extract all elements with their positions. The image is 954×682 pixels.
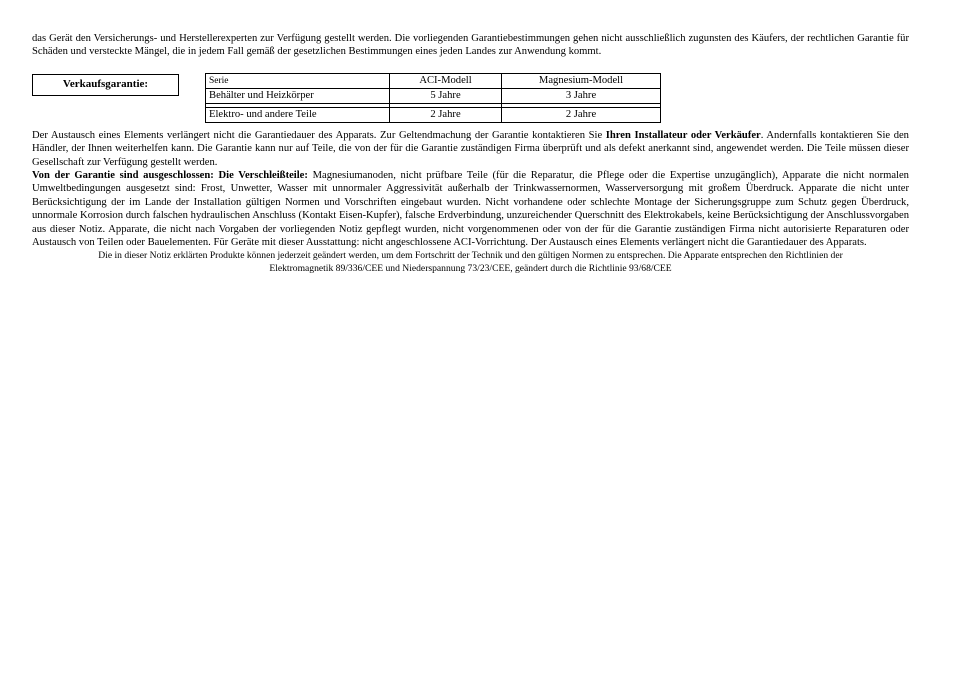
document-page (32, 32, 909, 275)
table-cell: 2 Jahre (502, 107, 661, 122)
table-cell: 2 Jahre (390, 107, 502, 122)
guarantee-table (205, 73, 661, 123)
table-cell: 3 Jahre (502, 88, 661, 103)
notice-line-2: Elektromagnetik 89/336/CEE und Niederspannung 73/23/CEE, geändert durch die Richtlinie 93/68/CEE (269, 262, 672, 274)
replacement-text-after: . Andernfalls kontaktieren Sie den Händler, der Ihnen weiterhelfen kann. Die Garantie kann nur auf Teile, die von der für die Garantie zuständigen Firma überprüft und als defekt anerkannt sind, angewendet werden. Die Teile müssen dieser Gesellschaft zur Verfügung gestellt werden. (32, 129, 909, 168)
guarantee-section (32, 73, 909, 125)
regulatory-notice (32, 250, 909, 275)
notice-line-1: Die in dieser Notiz erklärten Produkte können jederzeit geändert werden, um dem Fortschritt der Technik und den gültigen Normen zu entsprechen. Die Apparate entsprechen den Richtlinien der (98, 250, 843, 262)
table-row (206, 107, 661, 122)
exclusions-heading: Von der Garantie sind ausgeschlossen: Die Verschleißteile: (32, 170, 308, 182)
header-magnesium-model: Magnesium-Modell (502, 73, 661, 88)
exclusions-paragraph (32, 169, 909, 249)
replacement-paragraph (32, 129, 909, 169)
header-serie: Serie (206, 73, 390, 88)
table-header-row (206, 73, 661, 88)
header-aci-model: ACI-Modell (390, 73, 502, 88)
sales-guarantee-label: Verkaufsgarantie: (32, 74, 179, 96)
replacement-text-before: Der Austausch eines Elements verlängert nicht die Garantiedauer des Apparats. Zur Geltendmachung der Garantie kontaktieren Sie (32, 129, 606, 141)
installer-contact-emphasis: Ihren Installateur oder Verkäufer (605, 129, 761, 141)
table-row (206, 88, 661, 103)
exclusions-text: Magnesiumanoden, nicht prüfbare Teile (für die Reparatur, die Pflege oder die Expertise unzugänglich), Apparate die nicht normalen Umweltbedingungen ausgesetzt sind: Frost, Unwetter, Wasser mit unnormaler Aggressivität außerhalb der Trinkwassernormen, Wasserversorgung mit großem Überdruck. Apparate die nicht unter Berücksichtigung der im Lande der Installation gültigen Normen und Vorschriften eingebaut wurden. Nicht vorhandene oder schlechte Montage der Sicherungsgruppe zum Schutz gegen Überdruck, unnormale Korrosion durch falschen hydraulischen Anschluss (Kontakt Eisen-Kupfer), falsche Erdverbindung, unzureichender Querschnitt des Elektrokabels, keine Berücksichtigung der Anschlussvorgaben aus dieser Notiz. Apparate, die nicht nach Vorgaben der vorliegenden Notiz gepflegt wurden, nicht vorgenommenen oder von der für die Garantie zuständigen Firma nicht autorisierte Reparaturen oder Austausch von Teilen oder Bauelementen. Für Geräte mit dieser Ausstattung: nicht angeschlossene ACI-Vorrichtung. Der Austausch eines Elements verlängert nicht die Garantiedauer des Apparats. (32, 170, 909, 249)
table-cell: Behälter und Heizkörper (206, 88, 390, 103)
table-cell: Elektro- und andere Teile (206, 107, 390, 122)
table-cell: 5 Jahre (390, 88, 502, 103)
intro-paragraph: das Gerät den Versicherungs- und Herstellerexperten zur Verfügung gestellt werden. Die vorliegenden Garantiebestimmungen gehen nicht ausschließlich zugunsten des Käufers, der rechtlichen Garantie für Schäden und versteckte Mängel, die in jedem Fall gemäß der gesetzlichen Bestimmungen eines jeden Landes zur Anwendung kommt. (32, 33, 909, 58)
